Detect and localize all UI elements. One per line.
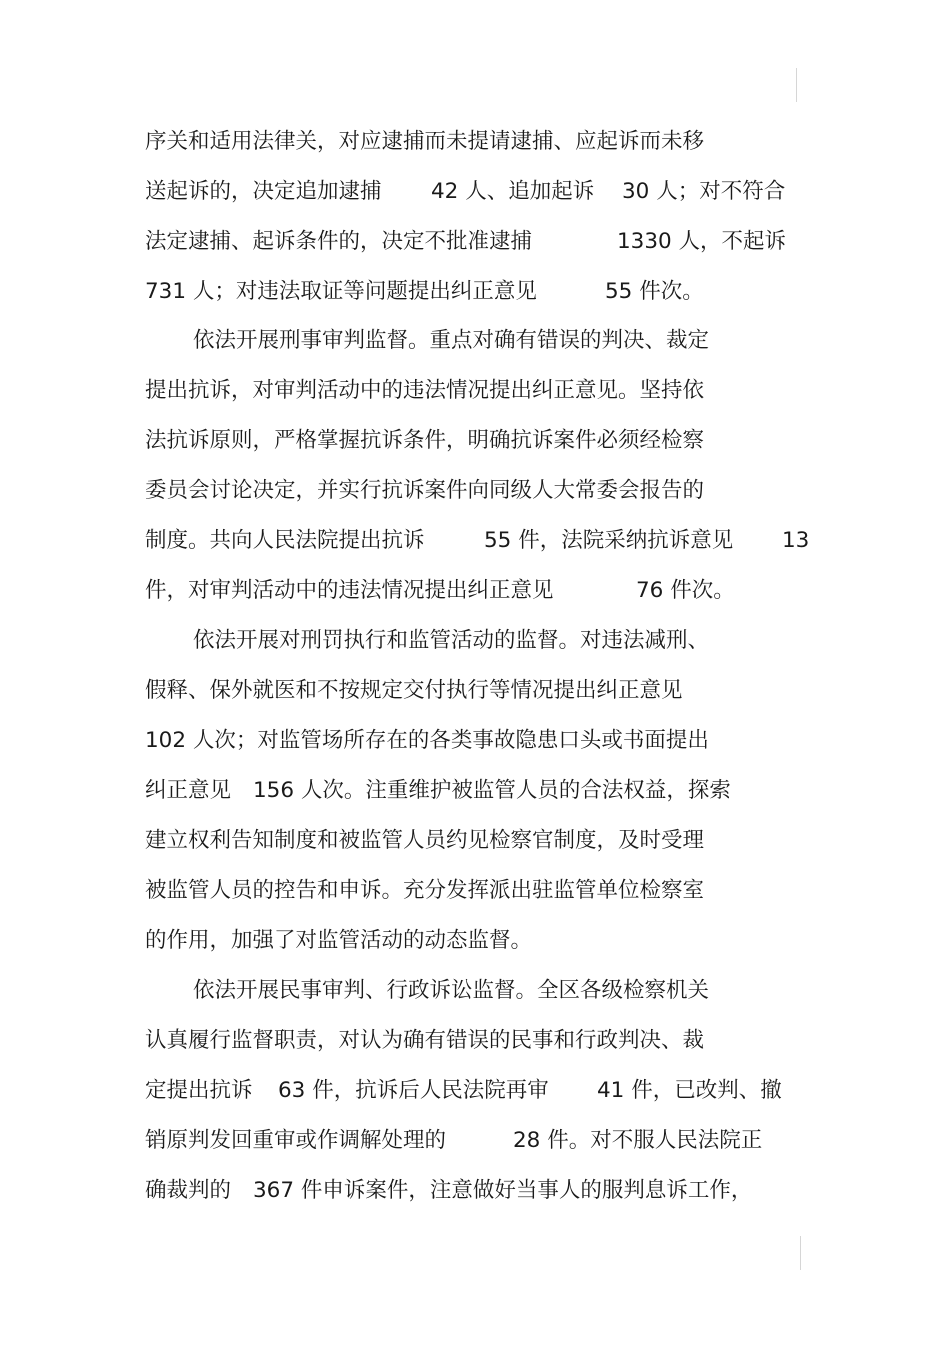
top-right-margin-mark [796, 68, 797, 102]
text-segment: 依法开展民事审判、行政诉讼监督。全区各级检察机关 [193, 978, 710, 1003]
text-segment: 序关和适用法律关，对应逮捕而未提请逮捕、应起诉而未移 [145, 129, 705, 154]
text-segment: 确裁判的 [145, 1178, 232, 1203]
text-segment: 55 件，法院采纳抗诉意见 [484, 528, 734, 553]
text-segment: 定提出抗诉 [145, 1078, 253, 1103]
text-segment: 委员会讨论决定，并实行抗诉案件向同级人大常委会报告的 [145, 478, 705, 503]
text-segment: 制度。共向人民法院提出抗诉 [145, 528, 425, 553]
text-segment: 销原判发回重审或作调解处理的 [145, 1128, 447, 1153]
text-segment: 41 件，已改判、撤 [597, 1078, 782, 1103]
text-segment: 依法开展刑事审判监督。重点对确有错误的判决、裁定 [193, 328, 710, 353]
text-segment: 30 人；对不符合 [622, 179, 786, 204]
text-segment: 认真履行监督职责，对认为确有错误的民事和行政判决、裁 [145, 1028, 705, 1053]
text-segment: 件，对审判活动中的违法情况提出纠正意见 [145, 578, 554, 603]
text-segment: 63 件，抗诉后人民法院再审 [278, 1078, 549, 1103]
text-segment: 156 人次。注重维护被监管人员的合法权益，探索 [253, 778, 731, 803]
text-segment: 42 人、追加起诉 [431, 179, 595, 204]
text-segment: 367 件申诉案件，注意做好当事人的服判息诉工作， [253, 1178, 753, 1203]
text-segment: 被监管人员的控告和申诉。充分发挥派出驻监管单位检察室 [145, 878, 705, 903]
text-segment: 建立权利告知制度和被监管人员约见检察官制度，及时受理 [145, 828, 705, 853]
text-segment: 依法开展对刑罚执行和监管活动的监督。对违法减刑、 [193, 628, 710, 653]
text-segment: 1330 人，不起诉 [617, 229, 787, 254]
text-segment: 76 件次。 [636, 578, 735, 603]
text-segment: 法定逮捕、起诉条件的，决定不批准逮捕 [145, 229, 533, 254]
text-segment: 的作用，加强了对监管活动的动态监督。 [145, 928, 533, 953]
text-segment: 102 人次；对监管场所存在的各类事故隐患口头或书面提出 [145, 728, 709, 753]
text-segment: 纠正意见 [145, 778, 232, 803]
text-segment: 28 件。对不服人民法院正 [513, 1128, 763, 1153]
text-segment: 731 人；对违法取证等问题提出纠正意见 [145, 279, 537, 304]
text-segment: 送起诉的，决定追加逮捕 [145, 179, 382, 204]
text-segment: 55 件次。 [605, 279, 704, 304]
bottom-right-margin-mark [800, 1236, 801, 1270]
text-segment: 法抗诉原则，严格掌握抗诉条件，明确抗诉案件必须经检察 [145, 428, 705, 453]
text-segment: 13 [782, 528, 810, 553]
text-segment: 提出抗诉，对审判活动中的违法情况提出纠正意见。坚持依 [145, 378, 705, 403]
text-segment: 假释、保外就医和不按规定交付执行等情况提出纠正意见 [145, 678, 683, 703]
